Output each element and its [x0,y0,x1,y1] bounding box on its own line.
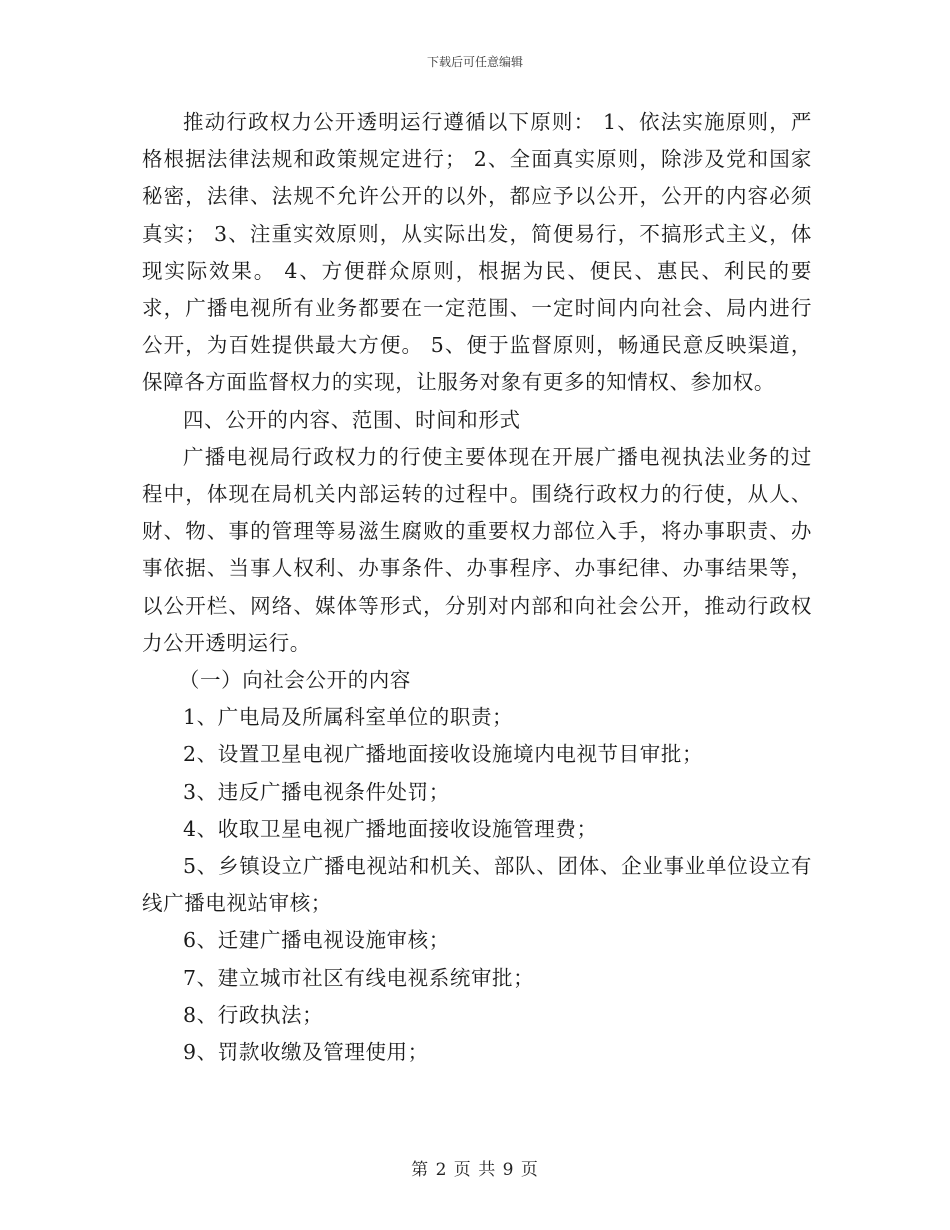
list-item: 5、乡镇设立广播电视站和机关、部队、团体、企业事业单位设立有线广播电视站审核； [142,854,812,916]
list-item: 9、罚款收缴及管理使用； [183,1040,429,1065]
paragraph-principles: 推动行政权力公开透明运行遵循以下原则： 1、依法实施原则，严格根据法律法规和政策规定进行； 2、全面真实原则，除涉及党和国家秘密，法律、法规不允许公开的以外，都应予以公开，公开的内容必须真实； 3、注重实效原则，从实际出发，简便易行，不搞形式主义，体现实际效果。 4、方便群众原则，根据为民、便民、惠民、利民的要求，广播电视所有业务都要在一定范围、一定时间内向社会、局内进行公开，为百姓提供最大方便。 5、便于监督原则，畅通民意反映渠道，保障各方面监督权力的实现，让服务对象有更多的知情权、参加权。 [142,110,812,395]
document-body [142,104,812,1071]
page-header: 下载后可任意编辑 [426,55,523,69]
list-item: 2、设置卫星电视广播地面接收设施境内电视节目审批； [183,742,704,767]
list-item: 4、收取卫星电视广播地面接收设施管理费； [183,816,598,841]
list-item: 3、违反广播电视条件处罚； [183,779,450,804]
list-item: 6、迁建广播电视设施审核； [183,928,450,953]
list-item: 7、建立城市社区有线电视系统审批； [183,965,535,990]
subsection-heading-1: （一）向社会公开的内容 [178,668,411,693]
section-heading-4: 四、公开的内容、范围、时间和形式 [183,407,521,432]
list-item: 1、广电局及所属科室单位的职责； [183,705,514,730]
page-number: 第 2 页 共 9 页 [411,1160,539,1180]
paragraph-scope: 广播电视局行政权力的行使主要体现在开展广播电视执法业务的过程中，体现在局机关内部运转的过程中。围绕行政权力的行使，从人、财、物、事的管理等易滋生腐败的重要权力部位入手，将办事职责、办事依据、当事人权利、办事条件、办事程序、办事纪律、办事结果等，以公开栏、网络、媒体等形式，分别对内部和向社会公开，推动行政权力公开透明运行。 [142,444,812,655]
list-item: 8、行政执法； [183,1002,324,1027]
